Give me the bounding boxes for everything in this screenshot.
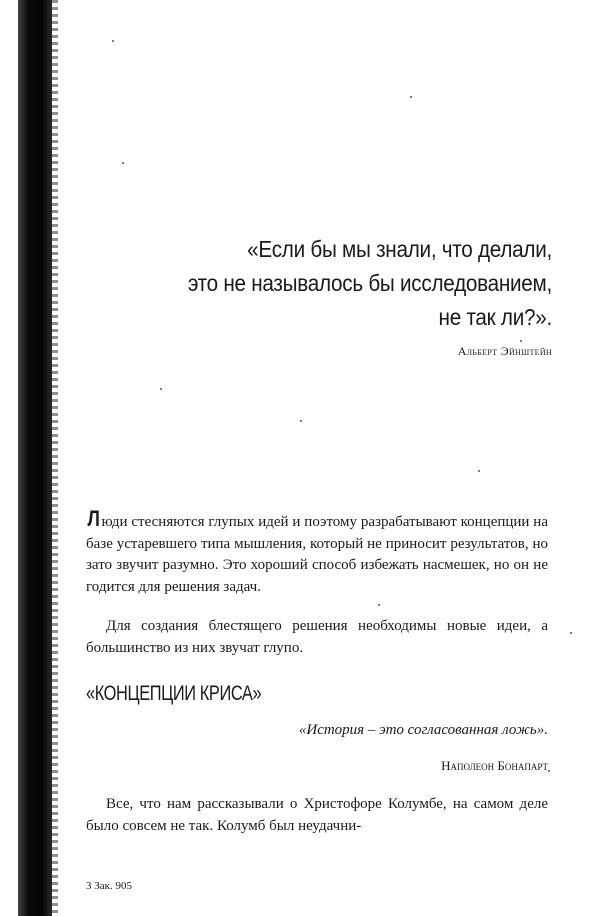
printer-signature: 3 Зак. 905: [86, 880, 132, 892]
scan-speck: [112, 40, 114, 42]
scan-speck: [548, 770, 550, 772]
section-quote-author: Наполеон Бонапарт: [441, 758, 548, 773]
drop-cap: Л: [87, 506, 100, 531]
scan-speck: [122, 162, 124, 164]
paragraph-3: Все, что нам рассказывали о Христофоре Колумбе, на самом деле было совсем не так. Колумб был неудачни-: [86, 796, 548, 834]
epigraph-author: Альберт Эйнштейн: [457, 344, 552, 358]
epigraph-quote: [138, 232, 552, 334]
scan-speck: [300, 420, 302, 422]
scan-speck: [410, 96, 412, 98]
section-quote: «История – это согласованная ложь».: [298, 722, 548, 738]
paragraph-1-text: юди стесняются глупых идей и поэтому разрабатывают концепции на базе устаревшего типа мышления, который не приносит результатов, но зато звучит разумно. Это хороший способ избежать насмешек, но он не годится для решения задач.: [86, 514, 548, 595]
epigraph-line-1: «Если бы мы знали, что делали,: [247, 236, 552, 262]
epigraph-line-3: не так ли?».: [438, 304, 552, 330]
scan-speck: [478, 470, 480, 472]
paragraph-1: [86, 508, 548, 598]
scan-speck: [378, 604, 380, 606]
scan-speck: [160, 388, 162, 390]
paragraph-2: Для создания блестящего решения необходимы новые идеи, а большинство из них звучат глупо.: [86, 618, 548, 656]
scan-gutter-shadow: [18, 0, 52, 916]
epigraph-line-2: это не называлось бы исследованием,: [187, 270, 553, 296]
section-heading: «КОНЦЕПЦИИ КРИСА»: [86, 682, 262, 705]
scan-speck: [520, 340, 522, 342]
scan-speck: [570, 632, 572, 634]
